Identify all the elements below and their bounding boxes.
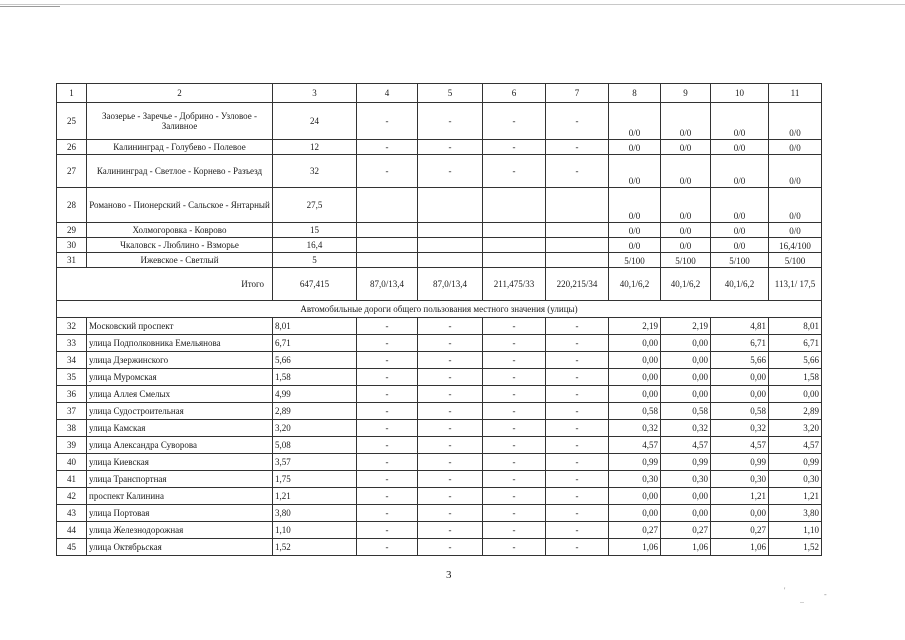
value-cell: -	[546, 103, 609, 140]
value-cell: 0/0	[609, 238, 661, 253]
value-cell: -	[546, 437, 609, 454]
value-cell: 2,19	[609, 318, 661, 335]
value-cell: 1,58	[769, 369, 822, 386]
value-cell: -	[546, 369, 609, 386]
value-cell: 0/0	[609, 140, 661, 155]
total-label: Итого	[57, 268, 273, 301]
value-cell: 3,57	[273, 454, 357, 471]
value-cell: -	[357, 155, 418, 188]
value-cell: 2,19	[661, 318, 711, 335]
value-cell: 0/0	[661, 155, 711, 188]
value-cell	[418, 253, 483, 268]
row-number: 45	[57, 539, 87, 556]
value-cell	[357, 238, 418, 253]
column-header: 7	[546, 84, 609, 103]
value-cell: 0/0	[769, 103, 822, 140]
row-number: 34	[57, 352, 87, 369]
value-cell: 0,00	[711, 369, 769, 386]
value-cell: 24	[273, 103, 357, 140]
value-cell: 0,00	[661, 369, 711, 386]
value-cell: 0/0	[769, 140, 822, 155]
value-cell: 5,66	[711, 352, 769, 369]
value-cell: -	[357, 403, 418, 420]
value-cell: 5/100	[609, 253, 661, 268]
value-cell: -	[418, 454, 483, 471]
value-cell: 2,89	[273, 403, 357, 420]
value-cell: -	[418, 505, 483, 522]
value-cell: 1,58	[273, 369, 357, 386]
value-cell	[546, 253, 609, 268]
table-row	[57, 437, 822, 454]
column-header: 3	[273, 84, 357, 103]
value-cell: 0/0	[711, 188, 769, 223]
value-cell	[357, 223, 418, 238]
road-name: Ижевское - Светлый	[87, 253, 273, 268]
value-cell: 0/0	[711, 238, 769, 253]
value-cell: -	[357, 505, 418, 522]
value-cell: 0,32	[609, 420, 661, 437]
column-header: 5	[418, 84, 483, 103]
value-cell: 0/0	[769, 223, 822, 238]
value-cell: -	[418, 539, 483, 556]
value-cell: 1,52	[769, 539, 822, 556]
value-cell: -	[546, 522, 609, 539]
value-cell: 8,01	[769, 318, 822, 335]
table-row	[57, 223, 822, 238]
value-cell: -	[546, 403, 609, 420]
row-number: 42	[57, 488, 87, 505]
value-cell: 0,30	[711, 471, 769, 488]
row-number: 39	[57, 437, 87, 454]
value-cell: -	[418, 369, 483, 386]
value-cell: 0,32	[661, 420, 711, 437]
value-cell: 0/0	[661, 223, 711, 238]
table-row	[57, 188, 822, 223]
value-cell: -	[546, 539, 609, 556]
value-cell	[483, 188, 546, 223]
scan-mark: -	[824, 590, 827, 599]
value-cell: -	[418, 488, 483, 505]
row-number: 27	[57, 155, 87, 188]
value-cell: 0,00	[609, 505, 661, 522]
total-value: 87,0/13,4	[418, 268, 483, 301]
value-cell: 5/100	[769, 253, 822, 268]
street-name: проспект Калинина	[87, 488, 273, 505]
total-value: 40,1/6,2	[661, 268, 711, 301]
value-cell: 0/0	[609, 223, 661, 238]
value-cell	[546, 188, 609, 223]
value-cell: -	[483, 505, 546, 522]
value-cell: 1,10	[273, 522, 357, 539]
value-cell: 5/100	[661, 253, 711, 268]
value-cell	[546, 223, 609, 238]
total-value: 40,1/6,2	[711, 268, 769, 301]
value-cell: 1,10	[769, 522, 822, 539]
row-number: 43	[57, 505, 87, 522]
value-cell: 3,20	[769, 420, 822, 437]
column-header: 9	[661, 84, 711, 103]
value-cell: 0,58	[661, 403, 711, 420]
street-name: улица Дзержинского	[87, 352, 273, 369]
value-cell: -	[483, 369, 546, 386]
value-cell: 4,57	[769, 437, 822, 454]
row-number: 35	[57, 369, 87, 386]
row-number: 37	[57, 403, 87, 420]
value-cell: -	[483, 488, 546, 505]
value-cell: 1,21	[273, 488, 357, 505]
value-cell: 3,80	[273, 505, 357, 522]
value-cell: 1,52	[273, 539, 357, 556]
value-cell	[357, 188, 418, 223]
value-cell: 0,00	[711, 386, 769, 403]
value-cell: 0,00	[609, 488, 661, 505]
street-name: улица Железнодорожная	[87, 522, 273, 539]
value-cell: -	[357, 420, 418, 437]
value-cell: 0,00	[609, 386, 661, 403]
road-name: Романово - Пионерский - Сальское - Янтарный	[87, 188, 273, 223]
value-cell: 0,27	[711, 522, 769, 539]
value-cell: 3,80	[769, 505, 822, 522]
table-row	[57, 488, 822, 505]
value-cell: 15	[273, 223, 357, 238]
value-cell: -	[546, 505, 609, 522]
row-number: 36	[57, 386, 87, 403]
row-number: 26	[57, 140, 87, 155]
table-row	[57, 318, 822, 335]
value-cell: -	[483, 140, 546, 155]
value-cell: -	[418, 471, 483, 488]
value-cell: 0/0	[769, 155, 822, 188]
row-number: 33	[57, 335, 87, 352]
road-name: Калининград - Светлое - Корнево - Разъезд	[87, 155, 273, 188]
value-cell: 6,71	[711, 335, 769, 352]
value-cell: 6,71	[769, 335, 822, 352]
value-cell: -	[357, 471, 418, 488]
value-cell: -	[357, 386, 418, 403]
value-cell: 1,06	[711, 539, 769, 556]
scan-top-line-short	[0, 6, 60, 7]
value-cell	[546, 238, 609, 253]
value-cell: 1,06	[661, 539, 711, 556]
column-header: 11	[769, 84, 822, 103]
value-cell	[357, 253, 418, 268]
row-number: 28	[57, 188, 87, 223]
table-row	[57, 103, 822, 140]
value-cell: 0,00	[609, 335, 661, 352]
value-cell: -	[546, 318, 609, 335]
value-cell: -	[546, 488, 609, 505]
row-number: 38	[57, 420, 87, 437]
row-number: 25	[57, 103, 87, 140]
value-cell: -	[357, 335, 418, 352]
street-name: улица Октябрьская	[87, 539, 273, 556]
value-cell: 4,57	[711, 437, 769, 454]
page-number: 3	[446, 569, 452, 581]
table-row	[57, 505, 822, 522]
value-cell: 0,00	[711, 505, 769, 522]
street-name: улица Аллея Смелых	[87, 386, 273, 403]
value-cell: -	[418, 335, 483, 352]
value-cell: -	[546, 335, 609, 352]
value-cell: -	[357, 352, 418, 369]
street-name: улица Транспортная	[87, 471, 273, 488]
value-cell: -	[418, 155, 483, 188]
street-name: улица Судостроительная	[87, 403, 273, 420]
value-cell: -	[357, 103, 418, 140]
street-name: улица Камская	[87, 420, 273, 437]
total-value: 220,215/34	[546, 268, 609, 301]
value-cell: 0/0	[661, 188, 711, 223]
value-cell: -	[418, 140, 483, 155]
value-cell: 0,00	[661, 386, 711, 403]
value-cell: 16,4/100	[769, 238, 822, 253]
value-cell: 0/0	[711, 103, 769, 140]
value-cell: -	[357, 369, 418, 386]
value-cell: -	[418, 386, 483, 403]
table-row	[57, 155, 822, 188]
table-row	[57, 522, 822, 539]
value-cell: 0/0	[661, 140, 711, 155]
row-number: 29	[57, 223, 87, 238]
table-row	[57, 238, 822, 253]
value-cell: -	[483, 539, 546, 556]
scan-top-line	[0, 4, 905, 5]
column-header: 10	[711, 84, 769, 103]
value-cell	[483, 223, 546, 238]
value-cell: 4,57	[661, 437, 711, 454]
row-number: 40	[57, 454, 87, 471]
value-cell: -	[483, 318, 546, 335]
total-value: 113,1/ 17,5	[769, 268, 822, 301]
value-cell: -	[483, 352, 546, 369]
value-cell	[483, 238, 546, 253]
value-cell: -	[483, 471, 546, 488]
value-cell: 1,21	[711, 488, 769, 505]
value-cell: -	[418, 352, 483, 369]
value-cell: -	[418, 522, 483, 539]
value-cell	[418, 223, 483, 238]
header-row	[57, 84, 822, 103]
table-row	[57, 335, 822, 352]
value-cell: 0/0	[711, 223, 769, 238]
value-cell: -	[357, 454, 418, 471]
value-cell: -	[546, 386, 609, 403]
road-name: Заозерье - Заречье - Добрино - Узловое - Заливное	[87, 103, 273, 140]
value-cell: 16,4	[273, 238, 357, 253]
column-header: 2	[87, 84, 273, 103]
table-row	[57, 386, 822, 403]
value-cell: 27,5	[273, 188, 357, 223]
roads-table	[56, 83, 822, 556]
value-cell: 0/0	[661, 103, 711, 140]
scan-mark: ..	[800, 596, 804, 605]
value-cell: -	[483, 103, 546, 140]
value-cell: 0,00	[661, 488, 711, 505]
value-cell: -	[357, 539, 418, 556]
value-cell: 0,00	[609, 369, 661, 386]
street-name: улица Портовая	[87, 505, 273, 522]
value-cell: -	[483, 522, 546, 539]
value-cell: 0/0	[609, 188, 661, 223]
value-cell: -	[418, 403, 483, 420]
value-cell: 0,99	[661, 454, 711, 471]
value-cell: 0,99	[769, 454, 822, 471]
table-row	[57, 403, 822, 420]
road-name: Чкаловск - Люблино - Взморье	[87, 238, 273, 253]
street-name: улица Подполковника Емельянова	[87, 335, 273, 352]
value-cell: -	[357, 140, 418, 155]
table-row	[57, 140, 822, 155]
total-value: 211,475/33	[483, 268, 546, 301]
value-cell	[418, 238, 483, 253]
value-cell: -	[483, 437, 546, 454]
value-cell: 32	[273, 155, 357, 188]
value-cell: 6,71	[273, 335, 357, 352]
value-cell: -	[418, 103, 483, 140]
value-cell: 0/0	[769, 188, 822, 223]
value-cell: 0/0	[609, 103, 661, 140]
section-row	[57, 301, 822, 318]
street-name: улица Александра Суворова	[87, 437, 273, 454]
total-value: 87,0/13,4	[357, 268, 418, 301]
value-cell	[418, 188, 483, 223]
section-title: Автомобильные дороги общего пользования местного значения (улицы)	[57, 301, 822, 318]
value-cell: 1,75	[273, 471, 357, 488]
column-header: 6	[483, 84, 546, 103]
column-header: 1	[57, 84, 87, 103]
value-cell: 1,06	[609, 539, 661, 556]
table-row	[57, 454, 822, 471]
total-row	[57, 268, 822, 301]
value-cell: 0/0	[711, 155, 769, 188]
value-cell: -	[483, 386, 546, 403]
value-cell: 0,58	[711, 403, 769, 420]
row-number: 44	[57, 522, 87, 539]
scan-mark: '	[784, 586, 786, 595]
road-name: Калининград - Голубево - Полевое	[87, 140, 273, 155]
value-cell: 0,00	[609, 352, 661, 369]
table-row	[57, 352, 822, 369]
value-cell: -	[483, 403, 546, 420]
street-name: Московский проспект	[87, 318, 273, 335]
table-row	[57, 420, 822, 437]
value-cell: -	[546, 454, 609, 471]
value-cell: -	[546, 471, 609, 488]
value-cell: 1,21	[769, 488, 822, 505]
value-cell: 8,01	[273, 318, 357, 335]
value-cell: 5/100	[711, 253, 769, 268]
value-cell: 0,99	[609, 454, 661, 471]
value-cell: 0,30	[661, 471, 711, 488]
value-cell: 0,00	[661, 335, 711, 352]
value-cell: 0/0	[661, 238, 711, 253]
value-cell: -	[357, 318, 418, 335]
table-row	[57, 539, 822, 556]
value-cell: 12	[273, 140, 357, 155]
table-row	[57, 253, 822, 268]
value-cell: 5	[273, 253, 357, 268]
value-cell: 2,89	[769, 403, 822, 420]
column-header: 8	[609, 84, 661, 103]
value-cell: -	[357, 522, 418, 539]
value-cell: 0,00	[769, 386, 822, 403]
value-cell: -	[418, 420, 483, 437]
value-cell: 5,08	[273, 437, 357, 454]
row-number: 41	[57, 471, 87, 488]
value-cell: -	[483, 335, 546, 352]
value-cell: -	[418, 437, 483, 454]
row-number: 32	[57, 318, 87, 335]
roads-table-body	[57, 84, 822, 556]
total-value: 40,1/6,2	[609, 268, 661, 301]
column-header: 4	[357, 84, 418, 103]
value-cell: 0,30	[769, 471, 822, 488]
value-cell: -	[546, 155, 609, 188]
table-row	[57, 369, 822, 386]
value-cell: -	[546, 140, 609, 155]
value-cell: 0,00	[661, 352, 711, 369]
value-cell: -	[483, 420, 546, 437]
value-cell: -	[357, 437, 418, 454]
value-cell: 0,32	[711, 420, 769, 437]
total-value: 647,415	[273, 268, 357, 301]
street-name: улица Муромская	[87, 369, 273, 386]
value-cell: 0/0	[711, 140, 769, 155]
value-cell: 0,99	[711, 454, 769, 471]
value-cell: 4,99	[273, 386, 357, 403]
table-row	[57, 471, 822, 488]
value-cell: -	[546, 352, 609, 369]
value-cell: 0,27	[661, 522, 711, 539]
value-cell: -	[418, 318, 483, 335]
street-name: улица Киевская	[87, 454, 273, 471]
road-name: Холмогоровка - Коврово	[87, 223, 273, 238]
value-cell: 5,66	[273, 352, 357, 369]
value-cell: -	[357, 488, 418, 505]
value-cell: -	[483, 454, 546, 471]
value-cell: 0,58	[609, 403, 661, 420]
value-cell: 0,30	[609, 471, 661, 488]
value-cell: 0,27	[609, 522, 661, 539]
value-cell: -	[483, 155, 546, 188]
value-cell: 5,66	[769, 352, 822, 369]
value-cell: -	[546, 420, 609, 437]
value-cell: 3,20	[273, 420, 357, 437]
row-number: 31	[57, 253, 87, 268]
value-cell: 4,57	[609, 437, 661, 454]
value-cell: 0,00	[661, 505, 711, 522]
value-cell	[483, 253, 546, 268]
row-number: 30	[57, 238, 87, 253]
value-cell: 4,81	[711, 318, 769, 335]
value-cell: 0/0	[609, 155, 661, 188]
